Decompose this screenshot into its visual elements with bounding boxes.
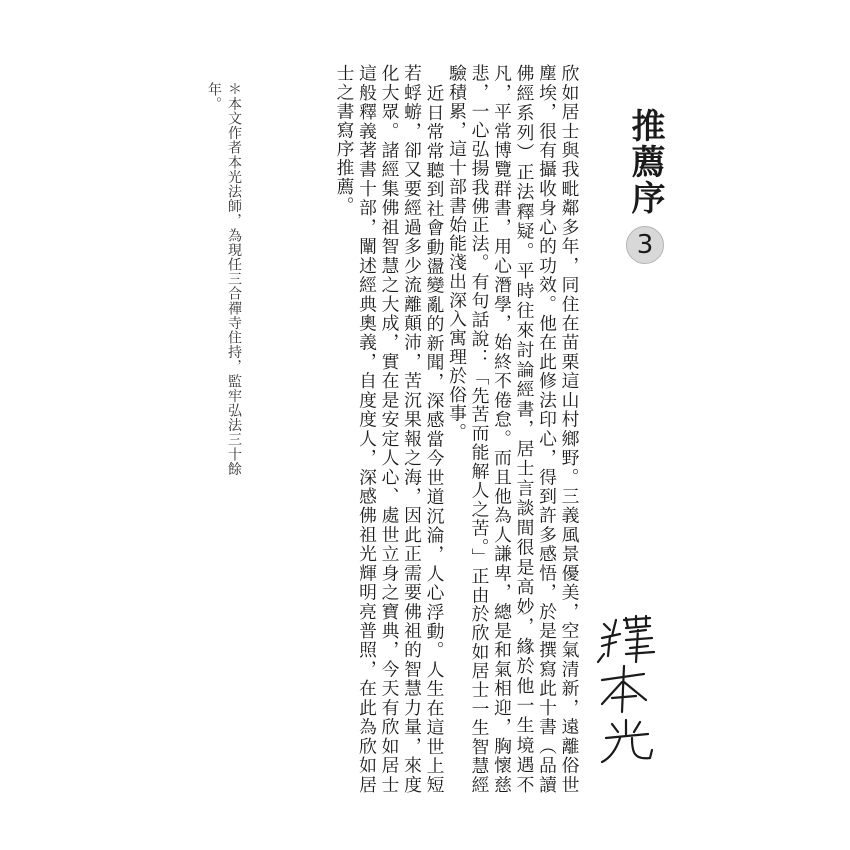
- paragraph: 近日常常聽到社會動盪變亂的新聞，深感當今世道沉淪，人心浮動。人生在這世上短若蜉蝣，卻又要經過多少流離顛沛，苦沉果報之海，因此正需要佛祖的智慧力量，來度化大眾。諸經集佛祖智慧之大成，實在是安定人心、處世立身之寶典，今天有欣如居士這般釋義著書十部，闡述經典奧義，自度度人，深感佛祖光輝明亮普照，在此為欣如居士之書寫序推薦。: [334, 64, 445, 794]
- body-text: [308, 64, 580, 794]
- page-title: 推薦序: [625, 108, 665, 216]
- chapter-number-badge: 3: [626, 226, 664, 264]
- signature: [590, 610, 660, 770]
- footnote: ＊本文作者本光法師，為現任三合禪寺住持，監牢弘法三十餘年。: [206, 82, 242, 477]
- signature-image: [590, 610, 660, 770]
- paragraph: 欣如居士與我毗鄰多年，同住在苗栗這山村鄉野。三義風景優美，空氣清新，遠離俗世塵埃，很有攝收身心的功效。他在此修法印心，得到許多感悟，於是撰寫此十書（品讀佛經系列）正法釋疑。平時往來討論經書，居士言談間很是高妙，緣於他一生境遇不凡，平常博覽群書，用心潛學，始終不倦怠。而且他為人謙卑，總是和氣相迎，胸懷慈悲，一心弘揚我佛正法。有句話說：「先苦而能解人之苦。」正由於欣如居士一生智慧經驗積累，這十部書始能淺出深入寓理於俗事。: [446, 64, 580, 794]
- title-block: [620, 108, 670, 264]
